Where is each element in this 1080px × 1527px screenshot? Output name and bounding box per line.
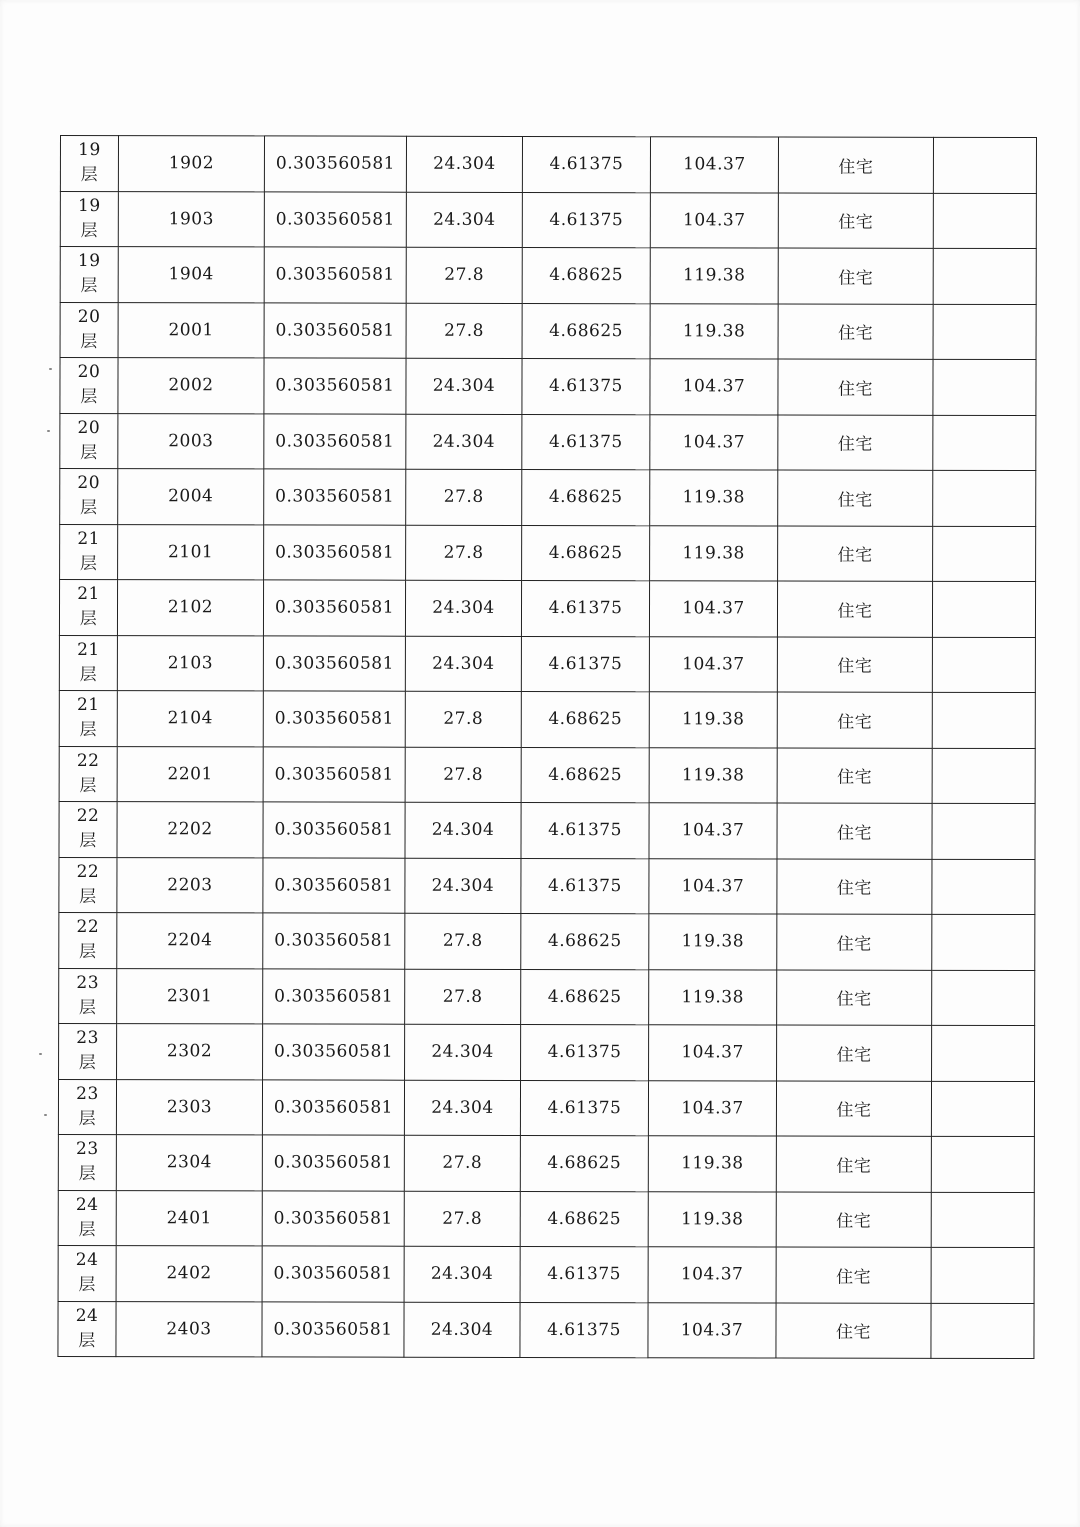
- coefficient-cell: 4.68625: [521, 969, 649, 1025]
- total-area-cell: 119.38: [649, 747, 777, 803]
- share-ratio-cell: 0.303560581: [262, 1079, 404, 1135]
- room-number-cell: 2002: [118, 358, 264, 414]
- remark-cell: [933, 137, 1036, 193]
- scan-speck: [39, 1053, 42, 1055]
- coefficient-cell: 4.61375: [521, 580, 649, 636]
- remark-cell: [933, 415, 1036, 471]
- share-ratio-cell: 0.303560581: [264, 191, 406, 247]
- total-area-cell: 119.38: [649, 969, 777, 1025]
- room-number-cell: 2102: [117, 580, 263, 636]
- table-body: [58, 136, 1037, 1359]
- usage-cell: 住宅: [778, 304, 933, 360]
- share-ratio-cell: 0.303560581: [262, 1301, 404, 1357]
- remark-cell: [932, 692, 1035, 748]
- floor-number: 21: [77, 528, 100, 549]
- coefficient-cell: 4.61375: [520, 1302, 648, 1358]
- share-ratio-cell: 0.303560581: [263, 580, 405, 636]
- share-ratio-cell: 0.303560581: [263, 968, 405, 1024]
- floor-cell: [60, 247, 118, 303]
- total-area-cell: 119.38: [650, 470, 778, 526]
- table-row: [59, 801, 1035, 859]
- usage-cell: 住宅: [778, 470, 933, 526]
- floor-unit-label: 层: [80, 442, 98, 463]
- floor-unit-label: 层: [80, 331, 98, 352]
- coefficient-cell: 4.61375: [520, 1246, 648, 1302]
- share-ratio-cell: 0.303560581: [262, 1246, 404, 1302]
- share-ratio-cell: 0.303560581: [264, 469, 406, 525]
- remark-cell: [932, 581, 1035, 637]
- shared-area-cell: 24.304: [405, 802, 521, 858]
- usage-cell: 住宅: [778, 359, 933, 415]
- usage-cell: 住宅: [777, 692, 932, 748]
- table-row: [59, 580, 1035, 638]
- room-number-cell: 2301: [117, 968, 263, 1024]
- room-number-cell: 2203: [117, 857, 263, 913]
- room-number-cell: 2101: [118, 524, 264, 580]
- usage-cell: 住宅: [776, 1247, 931, 1303]
- floor-number: 19: [77, 251, 101, 272]
- usage-cell: 住宅: [778, 248, 933, 304]
- floor-cell: [60, 524, 118, 580]
- usage-cell: 住宅: [776, 1303, 931, 1359]
- shared-area-cell: 27.8: [405, 691, 521, 747]
- floor-cell: [60, 469, 118, 525]
- floor-number: 21: [76, 695, 100, 716]
- shared-area-cell: 24.304: [406, 136, 522, 192]
- coefficient-cell: 4.68625: [522, 469, 650, 525]
- total-area-cell: 104.37: [648, 1302, 776, 1358]
- coefficient-cell: 4.61375: [522, 192, 650, 248]
- remark-cell: [932, 803, 1035, 859]
- floor-number: 22: [76, 750, 100, 771]
- table-row: [60, 413, 1036, 471]
- coefficient-cell: 4.61375: [522, 136, 650, 192]
- floor-number: 22: [76, 806, 100, 827]
- room-number-cell: 2103: [117, 635, 263, 691]
- room-number-cell: 2003: [118, 413, 264, 469]
- usage-cell: 住宅: [776, 1136, 931, 1192]
- share-ratio-cell: 0.303560581: [263, 802, 405, 858]
- coefficient-cell: 4.61375: [521, 636, 649, 692]
- coefficient-cell: 4.68625: [520, 1191, 648, 1247]
- floor-number: 24: [75, 1194, 99, 1215]
- floor-cell: [58, 1079, 116, 1135]
- floor-number: 20: [77, 362, 101, 383]
- floor-number: 19: [78, 195, 101, 216]
- shared-area-cell: 27.8: [405, 747, 521, 803]
- total-area-cell: 104.37: [649, 858, 777, 914]
- floor-unit-label: 层: [79, 775, 97, 796]
- floor-unit-label: 层: [79, 886, 97, 907]
- remark-cell: [933, 248, 1036, 304]
- table-row: [59, 746, 1035, 804]
- remark-cell: [933, 359, 1036, 415]
- total-area-cell: 104.37: [649, 581, 777, 637]
- room-number-cell: 2401: [116, 1190, 262, 1246]
- total-area-cell: 119.38: [649, 914, 777, 970]
- total-area-cell: 104.37: [649, 803, 777, 859]
- shared-area-cell: 24.304: [406, 414, 522, 470]
- usage-cell: 住宅: [778, 137, 933, 193]
- scan-speck: [44, 1114, 47, 1116]
- table-row: [59, 968, 1035, 1026]
- total-area-cell: 104.37: [650, 359, 778, 415]
- remark-cell: [931, 1247, 1034, 1303]
- floor-unit-label: 层: [78, 1219, 96, 1240]
- table-row: [59, 1023, 1035, 1081]
- floor-number: 23: [76, 972, 100, 993]
- usage-cell: 住宅: [778, 193, 933, 249]
- share-ratio-cell: 0.303560581: [263, 913, 405, 969]
- room-number-cell: 2304: [116, 1135, 262, 1191]
- share-ratio-cell: 0.303560581: [263, 1024, 405, 1080]
- floor-unit-label: 层: [78, 1164, 97, 1185]
- usage-cell: 住宅: [778, 526, 933, 582]
- table-row: [58, 1079, 1034, 1137]
- floor-unit-label: 层: [80, 165, 99, 186]
- table-row: [58, 1301, 1034, 1359]
- floor-number: 24: [75, 1250, 99, 1271]
- share-ratio-cell: 0.303560581: [263, 857, 405, 913]
- coefficient-cell: 4.68625: [520, 1135, 648, 1191]
- floor-cell: [59, 635, 117, 691]
- share-ratio-cell: 0.303560581: [263, 635, 405, 691]
- floor-unit-label: 层: [79, 664, 98, 685]
- usage-cell: 住宅: [777, 1025, 932, 1081]
- share-ratio-cell: 0.303560581: [264, 413, 406, 469]
- floor-number: 22: [76, 861, 100, 882]
- shared-area-cell: 24.304: [405, 636, 521, 692]
- table-row: [59, 912, 1035, 970]
- shared-area-cell: 24.304: [405, 580, 521, 636]
- floor-unit-label: 层: [79, 942, 97, 963]
- share-ratio-cell: 0.303560581: [262, 1190, 404, 1246]
- shared-area-cell: 27.8: [404, 1191, 520, 1247]
- shared-area-cell: 24.304: [405, 1024, 521, 1080]
- usage-cell: 住宅: [777, 859, 932, 915]
- floor-unit-label: 层: [78, 1330, 96, 1351]
- room-number-cell: 1902: [118, 136, 264, 192]
- floor-unit-label: 层: [79, 720, 98, 741]
- table-row: [60, 247, 1036, 305]
- room-number-cell: 2204: [117, 913, 263, 969]
- coefficient-cell: 4.68625: [521, 747, 649, 803]
- share-ratio-cell: 0.303560581: [264, 358, 406, 414]
- total-area-cell: 119.38: [648, 1191, 776, 1247]
- coefficient-cell: 4.61375: [521, 858, 649, 914]
- table-row: [59, 690, 1035, 748]
- coefficient-cell: 4.68625: [521, 691, 649, 747]
- room-number-cell: 2403: [116, 1301, 262, 1357]
- coefficient-cell: 4.68625: [521, 913, 649, 969]
- usage-cell: 住宅: [777, 914, 932, 970]
- total-area-cell: 119.38: [648, 1136, 776, 1192]
- room-number-cell: 1904: [118, 247, 264, 303]
- remark-cell: [932, 637, 1035, 693]
- coefficient-cell: 4.61375: [522, 358, 650, 414]
- table-row: [58, 1134, 1034, 1192]
- room-number-cell: 2104: [117, 691, 263, 747]
- table-row: [60, 191, 1036, 249]
- shared-area-cell: 24.304: [404, 1080, 520, 1136]
- room-number-cell: 2302: [117, 1024, 263, 1080]
- share-ratio-cell: 0.303560581: [263, 746, 405, 802]
- shared-area-cell: 27.8: [406, 469, 522, 525]
- floor-cell: [59, 968, 117, 1024]
- usage-cell: 住宅: [776, 1081, 931, 1137]
- floor-cell: [59, 857, 117, 913]
- floor-unit-label: 层: [80, 276, 98, 297]
- floor-number: 21: [77, 584, 100, 605]
- usage-cell: 住宅: [777, 637, 932, 693]
- table-row: [60, 136, 1036, 194]
- floor-cell: [58, 1245, 116, 1301]
- shared-area-cell: 24.304: [406, 192, 522, 248]
- room-number-cell: 2303: [116, 1079, 262, 1135]
- floor-number: 20: [77, 417, 101, 438]
- shared-area-cell: 24.304: [404, 1302, 520, 1358]
- floor-unit-label: 层: [79, 553, 98, 574]
- floor-unit-label: 层: [80, 220, 99, 241]
- floor-unit-label: 层: [79, 609, 98, 630]
- floor-cell: [59, 1023, 117, 1079]
- floor-unit-label: 层: [78, 997, 97, 1018]
- coefficient-cell: 4.68625: [522, 247, 650, 303]
- coefficient-cell: 4.68625: [522, 525, 650, 581]
- share-ratio-cell: 0.303560581: [264, 524, 406, 580]
- shared-area-cell: 24.304: [406, 358, 522, 414]
- table-row: [59, 857, 1035, 915]
- floor-number: 21: [77, 639, 100, 660]
- room-number-cell: 1903: [118, 191, 264, 247]
- table-row: [60, 524, 1036, 582]
- floor-cell: [58, 1134, 116, 1190]
- remark-cell: [932, 970, 1035, 1026]
- floor-unit-label: 层: [80, 387, 98, 408]
- floor-cell: [60, 302, 118, 358]
- floor-number: 19: [78, 140, 101, 161]
- usage-cell: 住宅: [776, 1192, 931, 1248]
- total-area-cell: 119.38: [650, 303, 778, 359]
- shared-area-cell: 27.8: [405, 969, 521, 1025]
- floor-cell: [59, 690, 117, 746]
- table-row: [60, 302, 1036, 360]
- coefficient-cell: 4.68625: [522, 303, 650, 359]
- total-area-cell: 119.38: [650, 525, 778, 581]
- usage-cell: 住宅: [778, 415, 933, 471]
- table-row: [60, 358, 1036, 416]
- floor-number: 23: [76, 1028, 99, 1049]
- usage-cell: 住宅: [777, 748, 932, 804]
- shared-area-cell: 27.8: [404, 1135, 520, 1191]
- remark-cell: [933, 304, 1036, 360]
- shared-area-cell: 27.8: [405, 913, 521, 969]
- remark-cell: [931, 1136, 1034, 1192]
- remark-cell: [932, 914, 1035, 970]
- floor-number: 23: [76, 1139, 99, 1160]
- coefficient-cell: 4.61375: [522, 414, 650, 470]
- shared-area-cell: 24.304: [405, 858, 521, 914]
- shared-area-cell: 24.304: [404, 1246, 520, 1302]
- room-number-cell: 2004: [118, 469, 264, 525]
- total-area-cell: 119.38: [649, 692, 777, 748]
- remark-cell: [933, 193, 1036, 249]
- shared-area-cell: 27.8: [406, 525, 522, 581]
- floor-unit-label: 层: [78, 1108, 97, 1129]
- table-row: [60, 469, 1036, 527]
- floor-number: 23: [76, 1083, 99, 1104]
- total-area-cell: 104.37: [649, 636, 777, 692]
- remark-cell: [931, 1192, 1034, 1248]
- remark-cell: [932, 748, 1035, 804]
- floor-cell: [60, 136, 118, 192]
- floor-cell: [60, 358, 118, 414]
- floor-cell: [58, 1301, 116, 1357]
- floor-number: 24: [75, 1305, 99, 1326]
- coefficient-cell: 4.61375: [521, 1024, 649, 1080]
- floor-cell: [59, 801, 117, 857]
- remark-cell: [933, 526, 1036, 582]
- share-ratio-cell: 0.303560581: [262, 1135, 404, 1191]
- coefficient-cell: 4.61375: [520, 1080, 648, 1136]
- share-ratio-cell: 0.303560581: [264, 302, 406, 358]
- floor-unit-label: 层: [78, 1053, 97, 1074]
- floor-number: 22: [76, 917, 100, 938]
- remark-cell: [933, 470, 1036, 526]
- total-area-cell: 104.37: [650, 414, 778, 470]
- floor-cell: [60, 191, 118, 247]
- floor-unit-label: 层: [79, 831, 97, 852]
- room-number-cell: 2001: [118, 302, 264, 358]
- remark-cell: [932, 859, 1035, 915]
- table-row: [58, 1245, 1034, 1303]
- floor-unit-label: 层: [78, 1275, 96, 1296]
- floor-cell: [59, 912, 117, 968]
- floor-number: 20: [77, 306, 101, 327]
- remark-cell: [932, 1025, 1035, 1081]
- scan-speck: [47, 430, 50, 432]
- remark-cell: [931, 1081, 1034, 1137]
- unit-area-table: [57, 135, 1037, 1359]
- usage-cell: 住宅: [777, 970, 932, 1026]
- total-area-cell: 104.37: [649, 1025, 777, 1081]
- floor-cell: [59, 580, 117, 636]
- floor-cell: [60, 413, 118, 469]
- floor-unit-label: 层: [79, 498, 98, 519]
- floor-cell: [59, 746, 117, 802]
- remark-cell: [931, 1303, 1034, 1359]
- shared-area-cell: 27.8: [406, 247, 522, 303]
- room-number-cell: 2202: [117, 802, 263, 858]
- scan-speck: [49, 368, 52, 370]
- floor-cell: [58, 1190, 116, 1246]
- share-ratio-cell: 0.303560581: [263, 691, 405, 747]
- table-row: [59, 635, 1035, 693]
- table-row: [58, 1190, 1034, 1248]
- total-area-cell: 104.37: [648, 1080, 776, 1136]
- room-number-cell: 2201: [117, 746, 263, 802]
- shared-area-cell: 27.8: [406, 303, 522, 359]
- total-area-cell: 104.37: [648, 1247, 776, 1303]
- coefficient-cell: 4.61375: [521, 802, 649, 858]
- total-area-cell: 104.37: [650, 137, 778, 193]
- room-number-cell: 2402: [116, 1246, 262, 1302]
- usage-cell: 住宅: [777, 803, 932, 859]
- total-area-cell: 104.37: [650, 192, 778, 248]
- share-ratio-cell: 0.303560581: [264, 136, 406, 192]
- share-ratio-cell: 0.303560581: [264, 247, 406, 303]
- usage-cell: 住宅: [777, 581, 932, 637]
- floor-number: 20: [77, 473, 101, 494]
- total-area-cell: 119.38: [650, 248, 778, 304]
